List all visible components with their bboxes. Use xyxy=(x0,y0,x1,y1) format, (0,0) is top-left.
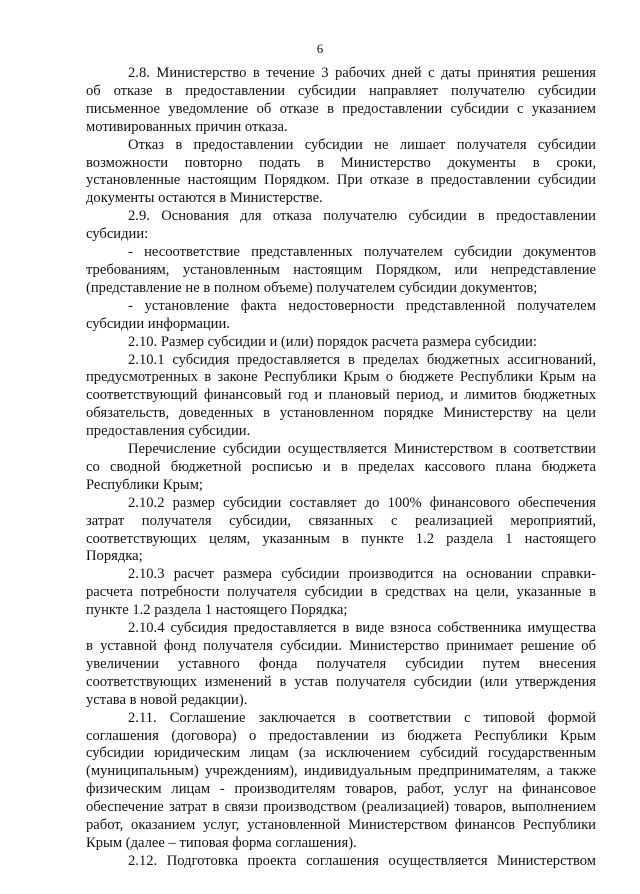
text-line: 2.10. Размер субсидии и (или) порядок расчета размера субсидии: xyxy=(128,333,537,350)
text-line: 2.10.1 субсидия предоставляется в пределах бюджетных ассигнований, xyxy=(128,351,596,368)
text-line: увеличении уставного фонда получателя субсидии путем внесения xyxy=(86,655,596,672)
text-line: документы остаются в Министерстве. xyxy=(86,190,323,207)
paragraph xyxy=(86,441,596,495)
text-line: (представление не в полном объеме) получателем субсидии документов; xyxy=(86,279,538,296)
paragraph xyxy=(86,244,596,298)
text-line: предусмотренных в законе Республики Крым о бюджете Республики Крым на xyxy=(86,369,596,386)
page-number: 6 xyxy=(316,41,324,56)
paragraph xyxy=(86,334,596,352)
text-line: письменное уведомление об отказе в предоставлении субсидии с указанием xyxy=(86,100,596,117)
text-line: 2.10.3 расчет размера субсидии производится на основании справки- xyxy=(128,566,596,583)
text-line: устава в новой редакции). xyxy=(86,691,248,708)
text-line: 2.9. Основания для отказа получателю субсидии в предоставлении xyxy=(128,208,596,225)
text-line: Порядка; xyxy=(86,548,143,565)
text-line: в уставной фонд получателя субсидии. Министерство принимает решение об xyxy=(86,638,596,654)
paragraph xyxy=(86,495,596,567)
text-line: субсидии: xyxy=(86,226,149,243)
paragraph xyxy=(86,208,596,244)
text-line: 2.11. Соглашение заключается в соответствии с типовой формой xyxy=(128,709,596,726)
text-line: об отказе в предоставлении субсидии направляет получателю субсидии xyxy=(86,82,596,99)
paragraph xyxy=(86,65,596,137)
text-line: обязательств, доведенных в установленном порядке Министерству на цели xyxy=(86,405,596,422)
text-line: затрат получателя субсидии, связанных с реализацией мероприятий, xyxy=(86,512,596,529)
text-line: физическим лицам - производителям товаров, работ, услуг на финансовое xyxy=(86,781,596,798)
text-line: - несоответствие представленных получателем субсидии документов xyxy=(128,244,596,261)
text-line: соответствующих изменений в устав получателя субсидии (или утверждения xyxy=(86,673,596,690)
text-line: 2.10.2 размер субсидии составляет до 100% финансового обеспечения xyxy=(128,494,596,511)
text-line: возможности повторно подать в Министерство документы в сроки, xyxy=(86,154,596,171)
text-line: 2.12. Подготовка проекта соглашения осуществляется Министерством xyxy=(128,852,596,869)
text-line: обеспечение затрат в связи производством (реализацией) товаров, выполнением xyxy=(86,799,596,816)
text-line: - установление факта недостоверности представленной получателем xyxy=(128,297,596,314)
paragraph xyxy=(86,352,596,442)
paragraph xyxy=(86,710,596,853)
text-line: субсидии юридическим лицам (за исключением субсидий государственным xyxy=(86,745,596,762)
text-line: субсидии информации. xyxy=(86,315,230,332)
text-line: пункте 1.2 раздела 1 настоящего Порядка; xyxy=(86,602,348,619)
text-line: Крым (далее – типовая форма соглашения). xyxy=(86,834,357,851)
text-line: соответствующий финансовый год и плановый период, и лимитов бюджетных xyxy=(86,387,596,404)
text-line: 2.10.4 субсидия предоставляется в виде взноса собственника имущества xyxy=(128,620,596,637)
paragraph xyxy=(86,566,596,620)
text-line: 2.8. Министерство в течение 3 рабочих дней с даты принятия решения xyxy=(128,65,596,81)
text-line: требованиям, установленным настоящим Порядком, или непредставление xyxy=(86,261,596,278)
text-line: со сводной бюджетной росписью и в пределах кассового плана бюджета xyxy=(86,458,596,475)
text-line: (муниципальным) учреждениям), индивидуальным предпринимателям, а также xyxy=(86,763,596,780)
paragraph xyxy=(86,853,596,871)
text-line: установленные настоящим Порядком. При отказе в предоставлении субсидии xyxy=(86,172,596,189)
text-line: работ, оказанием услуг, установленной Министерством финансов Республики xyxy=(86,817,596,834)
text-line: Перечисление субсидии осуществляется Министерством в соответствии xyxy=(128,441,596,458)
text-line: расчета потребности получателя субсидии в средствах на цели, указанные в xyxy=(86,584,596,601)
text-line: соответствующих целям, указанным в пункте 1.2 раздела 1 настоящего xyxy=(86,530,596,547)
paragraph xyxy=(86,137,596,209)
text-line: предоставления субсидии. xyxy=(86,423,251,440)
text-line: мотивированных причин отказа. xyxy=(86,118,288,135)
text-line: Отказ в предоставлении субсидии не лишает получателя субсидии xyxy=(128,136,596,153)
text-line: Республики Крым; xyxy=(86,476,203,493)
paragraph xyxy=(86,298,596,334)
paragraph xyxy=(86,620,596,710)
text-line: соглашения (договора) о предоставлении из бюджета Республики Крым xyxy=(86,727,596,744)
document-body xyxy=(86,65,596,871)
